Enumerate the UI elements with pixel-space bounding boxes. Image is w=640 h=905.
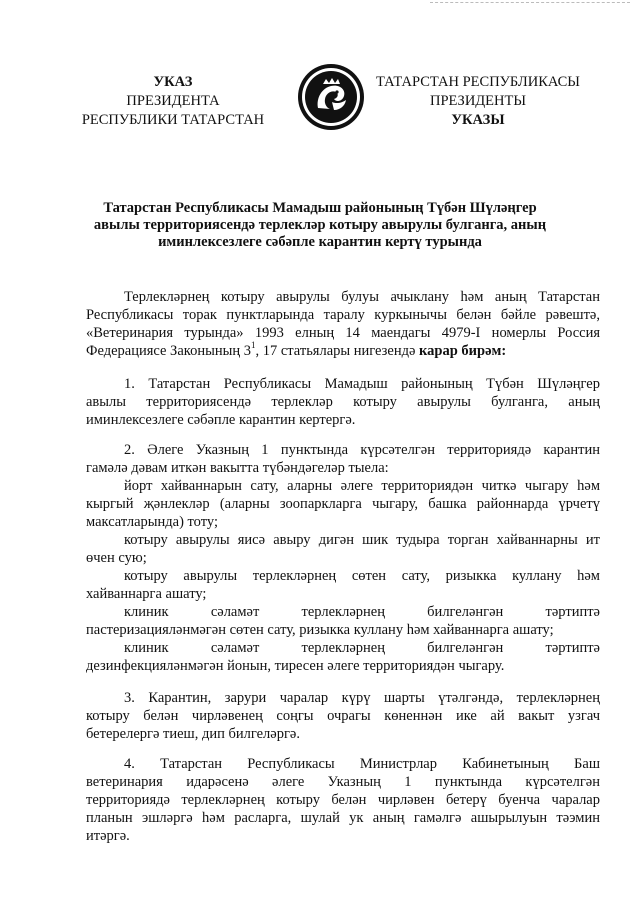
header-left-line2: ПРЕЗИДЕНТА: [126, 93, 220, 109]
header-right-line2: ПРЕЗИДЕНТЫ: [429, 93, 527, 109]
text-line: иминлексезлеге сәбәпле карантин кертергә.: [86, 412, 356, 428]
text-line: Федерациясе Законының $3^1$, 17 статьялары нигезендә карар бирәм:: [86, 340, 507, 359]
text-line: территориядә терлекләрнең котыру белән чирләвен бетерү буенча чаралар: [86, 792, 600, 808]
text-line: клиник сәламәт терлекләрнең билгеләнгән тәртиптә: [124, 640, 600, 656]
item-2: [86, 441, 600, 675]
text-line: клиник сәламәт терлекләрнең билгеләнгән тәртиптә: [124, 604, 600, 620]
text-line: ветеринария идарәсенә әлеге Указның 1 пунктында күрсәтелгән: [86, 774, 600, 790]
text-line: планын эшләргә һәм расларга, шулай ук аның гамәлгә ашырылуын тәэмин: [86, 810, 600, 826]
header-right-title: УКАЗЫ: [451, 112, 505, 128]
text-line: 1. Татарстан Республикасы Мамадыш районының Түбән Шүләңгер: [124, 376, 600, 392]
text-line: гамәлә дәвам иткән вакытта түбәндәгеләр тыела:: [86, 460, 389, 476]
header-right-tatar: [368, 73, 588, 130]
text-line: котыру белән чирләвенең соңгы очрагы көненнән ике ай вакыт узгач: [86, 708, 600, 724]
decree-title: [80, 200, 560, 251]
decision-phrase: карар бирәм:: [419, 343, 507, 359]
text-line: 3. Карантин, зарури чаралар күрү шарты үтәлгәндә, терлекләрнең: [124, 690, 600, 706]
text-line: котыру авырулы терлекләрнең сөтен сату, ризыкка куллану һәм: [124, 568, 600, 584]
text-line: кыргый җәнлекләр (аларны зоопаркларга чыгару, башка районнарда үрчетү: [86, 496, 600, 512]
text-line: авылы территориясендә терлекләр котыру авырулы булганга, аның: [86, 394, 600, 410]
item-1: [86, 375, 600, 429]
text-line: итәргә.: [86, 828, 130, 844]
scan-edge-line: [430, 2, 630, 3]
text-line: йорт хайваннарын сату, аларны әлеге территориядән читкә чыгару һәм: [124, 478, 600, 494]
coat-of-arms-icon: [296, 62, 366, 132]
text-line: максатларында) тоту;: [86, 514, 218, 530]
text-line: пастеризацияләнмәгән сөтен сату, ризыкка куллану һәм хайваннарга ашату;: [86, 622, 554, 638]
text-line: котыру авырулы яисә авыру дигән шик тудыра торган хайваннарны ит: [124, 532, 600, 548]
title-line: авылы территориясендә терлекләр котыру авырулы булганга, аның: [93, 217, 547, 233]
text-line: 4. Татарстан Республикасы Министрлар Кабинетының Баш: [124, 756, 600, 772]
text-line: хайваннарга ашату;: [86, 586, 207, 602]
item-4: [86, 755, 600, 845]
item-3: [86, 689, 600, 743]
title-line: Татарстан Республикасы Мамадыш районының Түбән Шүләңгер: [103, 200, 537, 216]
text-line: бетерелергә тиеш, дип билгеләргә.: [86, 726, 300, 742]
intro-paragraph: [86, 288, 600, 360]
header-left-title: УКАЗ: [153, 74, 193, 90]
text-line: дезинфекцияләнмәгән йонын, тиресен әлеге территориядән чыгару.: [86, 658, 505, 674]
text-line: Терлекләрнең котыру авырулы булуы ачыклану һәм аның Татарстан: [124, 289, 600, 305]
text-line: 2. Әлеге Указның 1 пунктында күрсәтелгән территориядә карантин: [124, 442, 600, 458]
header-right-line1: ТАТАРСТАН РЕСПУБЛИКАСЫ: [376, 74, 580, 90]
text-line: өчен сую;: [86, 550, 147, 566]
text-line: «Ветеринария турында» 1993 елның 14 маендагы 4979-I номерлы Россия: [86, 325, 600, 341]
header-left-line3: РЕСПУБЛИКИ ТАТАРСТАН: [81, 112, 265, 128]
header-left-russian: [58, 73, 288, 130]
text-line: Республикасы торак пунктларында таралу куркынычы белән бәйле рәвештә,: [86, 307, 600, 323]
title-line: иминлексезлеге сәбәпле карантин кертү турында: [158, 234, 482, 250]
